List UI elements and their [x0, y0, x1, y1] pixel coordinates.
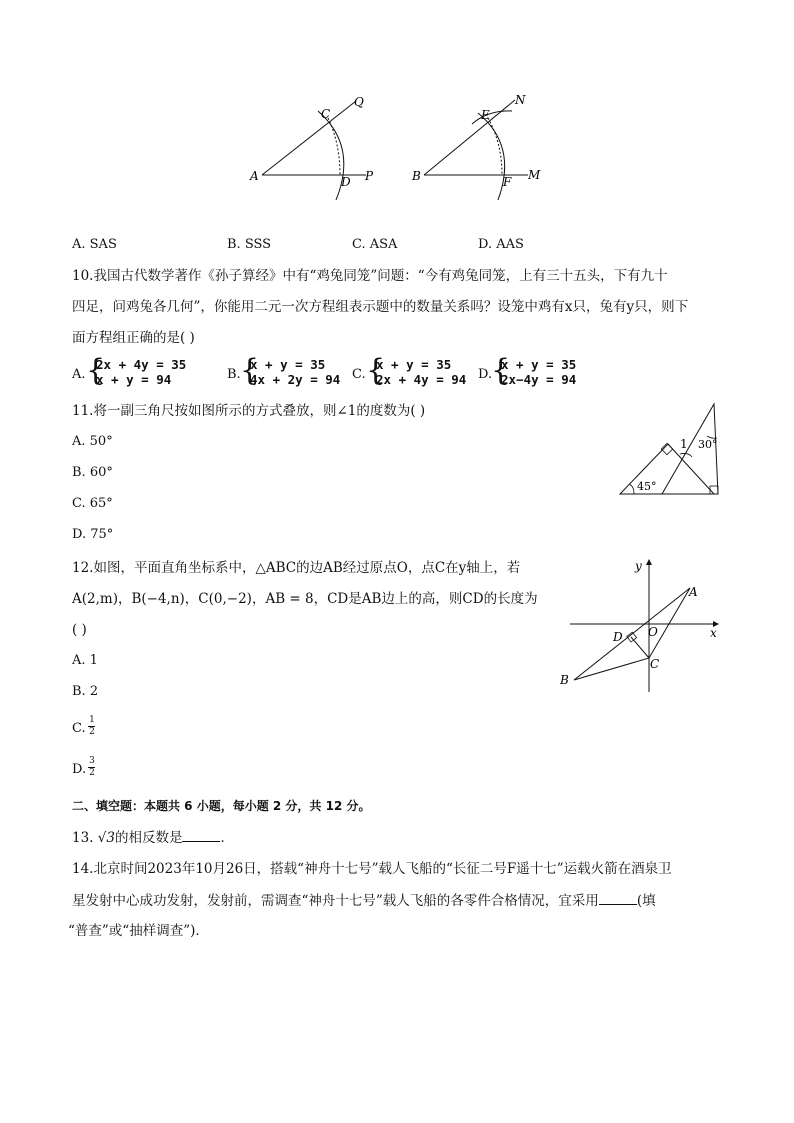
q10-option-a-eq1: 2x + 4y = 35	[96, 357, 187, 372]
label-E: E	[481, 108, 490, 122]
point-C-label: C	[650, 657, 660, 671]
label-P: P	[365, 169, 374, 183]
point-O-label: O	[648, 625, 658, 639]
q9-option-c: C. ASA	[352, 237, 398, 252]
q12-option-b: B. 2	[72, 684, 99, 699]
q10-option-c-eq1: x + y = 35	[376, 357, 452, 372]
triangle-45	[620, 444, 714, 494]
q9-option-a: A. SAS	[72, 237, 117, 252]
q11-stem: 11.将一副三角尺按如图所示的方式叠放，则∠1的度数为( )	[72, 403, 426, 419]
q13-number: 13.	[72, 830, 98, 846]
q12-coordinate-figure	[556, 556, 726, 696]
q10-option-b-brace: {	[240, 353, 260, 388]
angle-30-label: 30°	[698, 438, 718, 451]
arc-cd	[318, 111, 344, 200]
dashed-chord-cd	[328, 118, 340, 175]
q11-option-d: D. 75°	[72, 527, 114, 542]
q10-stem-line2: 四足，问鸡兔各几何”，你能用二元一次方程组表示题中的数量关系吗？设笼中鸡有x只，兔有y只，则下	[72, 299, 689, 315]
q12-option-c-num: 1	[89, 715, 95, 725]
q12-option-c-den: 2	[89, 727, 95, 737]
q14-line2-text: 星发射中心成功发射，发射前，需调查“神舟十七号”载人飞船的各零件合格情况，宜采用	[72, 893, 599, 909]
q12-option-d-label: D.	[72, 762, 87, 777]
q10-option-b-eq2: 4x + 2y = 94	[250, 372, 341, 387]
q11-option-a: A. 50°	[72, 434, 113, 449]
point-D-label: D	[613, 630, 623, 644]
q12-option-d-num: 3	[89, 756, 95, 766]
q12-stem-line3: ( )	[72, 622, 87, 638]
q10-option-b-eq1: x + y = 35	[250, 357, 326, 372]
q13-text: 的相反数是	[114, 830, 183, 846]
label-F: F	[503, 175, 512, 189]
q10-option-a-eq2: x + y = 94	[96, 372, 172, 387]
q10-stem-line1: 10.我国古代数学著作《孙子算经》中有“鸡兔同笼”问题：“今有鸡兔同笼，上有三十五头，下有九十	[72, 268, 668, 284]
point-A-label: A	[689, 585, 698, 599]
right-angle-mark-30	[710, 486, 718, 494]
q14-answer-blank	[599, 892, 637, 905]
q13	[72, 829, 234, 846]
label-A: A	[250, 169, 259, 183]
q12-option-a: A. 1	[72, 653, 98, 668]
label-C: C	[321, 107, 331, 121]
label-Q: Q	[354, 95, 364, 109]
q9-option-b: B. SSS	[227, 237, 272, 252]
q10-stem-line3: 面方程组正确的是( )	[72, 330, 195, 346]
triangle-abc	[574, 588, 690, 680]
q14-line2	[72, 892, 656, 909]
q9-construction-figure	[240, 88, 560, 208]
ray-aq	[262, 101, 356, 175]
section-2-heading: 二、填空题：本题共 6 小题，每小题 2 分，共 12 分。	[72, 799, 371, 813]
axis-x-label: x	[710, 626, 717, 640]
q11-option-b: B. 60°	[72, 465, 113, 480]
point-B-label: B	[560, 673, 569, 687]
q13-end: ．	[220, 830, 234, 846]
q10-option-d-label: D.	[478, 367, 493, 382]
angle-arc-45	[629, 484, 634, 494]
q10-option-c-eq2: 2x + 4y = 94	[376, 372, 467, 387]
label-D: D	[341, 175, 351, 189]
q12-option-d-den: 2	[89, 768, 95, 778]
cross-arc-e	[472, 111, 512, 124]
q11-option-c: C. 65°	[72, 496, 113, 511]
q10-option-c-brace: {	[366, 353, 386, 388]
dashed-chord-ef	[488, 118, 502, 175]
angle-1-label: 1	[680, 437, 688, 451]
axis-y-label: y	[635, 559, 642, 573]
q11-set-squares-figure	[618, 402, 724, 498]
angle-arc-1	[680, 453, 692, 457]
q12-stem-line2: A(2,m)，B(−4,n)，C(0,−2)，AB = 8，CD是AB边上的高，则CD的长度为	[72, 591, 538, 607]
q13-sqrt: √3	[97, 830, 115, 846]
q14-line1: 14.北京时间2023年10月26日，搭载“神舟十七号”载人飞船的“长征二号F遥十七”运载火箭在酒泉卫	[72, 861, 672, 877]
q10-option-d-brace: {	[491, 353, 511, 388]
q10-option-d-eq1: x + y = 35	[501, 357, 577, 372]
q14-line2-end: (填	[636, 893, 656, 909]
q10-option-a-label: A.	[72, 367, 86, 382]
q9-option-d: D. AAS	[478, 237, 524, 252]
q13-answer-blank	[182, 829, 220, 842]
label-N: N	[515, 93, 526, 107]
label-B: B	[412, 169, 421, 183]
angle-45-label: 45°	[637, 480, 657, 493]
q14-line3: “普查”或“抽样调查”)．	[68, 923, 209, 939]
q10-option-d-eq2: 2x−4y = 94	[501, 372, 577, 387]
q10-option-a-brace: {	[86, 353, 106, 388]
label-M: M	[528, 168, 541, 182]
q12-stem-line1: 12.如图，平面直角坐标系中，△ABC的边AB经过原点O，点C在y轴上，若	[72, 560, 521, 576]
q10-option-b-label: B.	[227, 367, 241, 382]
q10-option-c-label: C.	[352, 367, 366, 382]
q12-option-c-label: C.	[72, 721, 86, 736]
